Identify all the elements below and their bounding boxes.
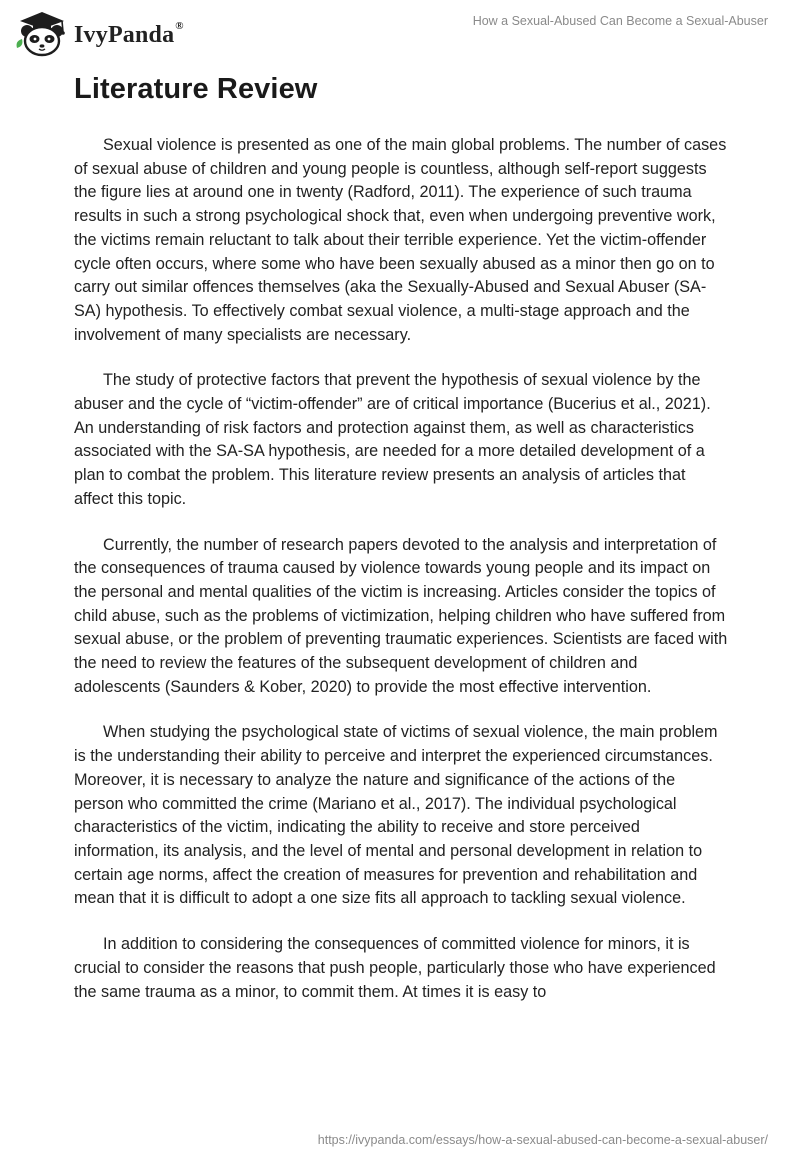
brand-name [74, 19, 184, 49]
brand-text: IvyPanda [74, 21, 175, 48]
page-header [0, 0, 800, 66]
registered-mark: ® [175, 19, 184, 32]
article-body [74, 134, 728, 1026]
paragraph: Sexual violence is presented as one of the main global problems. The number of cases of sexual abuse of children and young people is countless, although self-report suggests the figure lies at around one in twenty (Radford, 2011). The experience of such trauma results in such a strong psychological shock that, even when undergoing preventive work, the victims remain reluctant to talk about their terrible experience. Yet the victim-offender cycle often occurs, where some who have been sexually abused as a minor then go on to carry out similar offences themselves (aka the Sexually-Abused and Sexual Abuser (SA-SA) hypothesis. To effectively combat sexual violence, a multi-stage approach and the involvement of many specialists are necessary. [74, 136, 727, 344]
paragraph: Currently, the number of research papers devoted to the analysis and interpretation of the consequences of trauma caused by violence towards young people and its impact on the personal and mental qualities of the victim is increasing. Articles consider the topics of child abuse, such as the problems of victimization, helping children who have suffered from sexual abuse, or the problem of preventing traumatic experiences. Scientists are faced with the need to review the features of the subsequent development of children and adolescents (Saunders & Kober, 2020) to provide the most effective intervention. [74, 535, 728, 696]
paragraph: When studying the psychological state of victims of sexual violence, the main problem is the understanding their ability to perceive and interpret the experienced circumstances. Moreover, it is necessary to analyze the nature and significance of the actions of the person who committed the crime (Mariano et al., 2017). The individual psychological characteristics of the victim, indicating the ability to receive and store perceived information, its analysis, and the level of mental and personal development in relation to certain age norms, affect the creation of measures for prevention and rehabilitation and mean that it is difficult to adopt a one size fits all approach to tackling sexual violence. [74, 723, 718, 908]
section-title: Literature Review [74, 73, 318, 105]
panda-graduate-icon [12, 8, 70, 58]
source-url-link[interactable]: https://ivypanda.com/essays/how-a-sexual-abused-can-become-a-sexual-abuser/ [317, 1133, 768, 1147]
ivypanda-logo[interactable] [12, 8, 184, 58]
document-title: How a Sexual-Abused Can Become a Sexual-Abuser [472, 14, 768, 28]
paragraph: The study of protective factors that prevent the hypothesis of sexual violence by the abuser and the cycle of “victim-offender” are of critical importance (Bucerius et al., 2021). An understanding of risk factors and protection against them, as well as characteristics associated with the SA-SA hypothesis, are needed for a more detailed development of a plan to combat the problem. This literature review presents an analysis of articles that affect this topic. [74, 371, 711, 508]
paragraph: In addition to considering the consequences of committed violence for minors, it is crucial to consider the reasons that push people, particularly those who have experienced the same trauma as a minor, to commit them. At times it is easy to [74, 935, 716, 1001]
